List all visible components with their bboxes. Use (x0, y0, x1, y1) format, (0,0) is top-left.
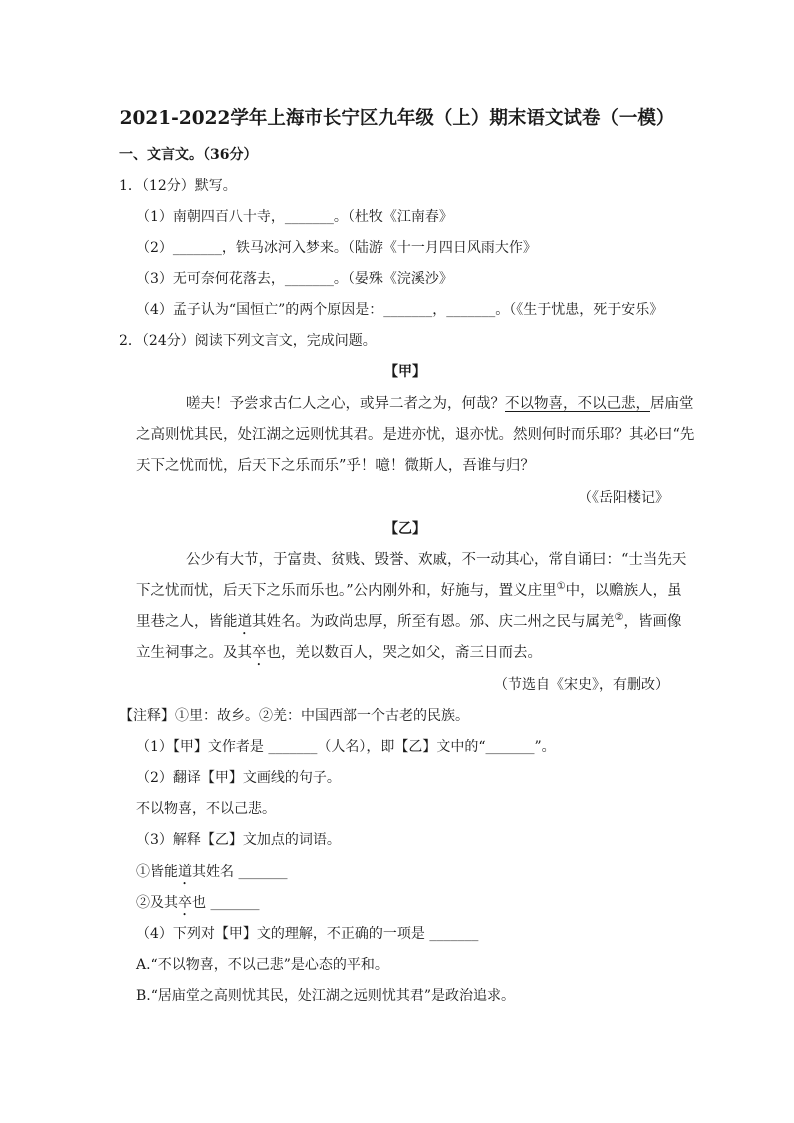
item-1-suffix: 其姓名 _______ (192, 864, 288, 880)
option-a: A.“不以物喜，不以己悲”是心态的平和。 (136, 957, 389, 973)
question-1-item-2: （2）_______，铁马冰河入梦来。（陆游《十一月四日风雨大作》 (136, 240, 537, 256)
passage-yi-line-2-tail: 中，以赡族人，虽 (565, 583, 682, 599)
passage-yi-line-4 (136, 643, 542, 669)
passage-jia-line-3: 天下之忧而忧，后天下之乐而乐”乎！噫！微斯人，吾谁与归？ (136, 458, 535, 474)
item-2-suffix: 也 _______ (192, 895, 260, 911)
section-heading: 一、文言文。（36分） (119, 147, 258, 163)
question-2-stem: 2．（24分）阅读下列文言文，完成问题。 (119, 333, 377, 349)
annotation-marker-1: ① (556, 581, 566, 592)
passage-yi-line-2-text: 下之忧而忧，后天下之乐而乐也。”公内刚外和，好施与，置义庄里 (136, 583, 557, 599)
dotted-word-zu: 卒 (252, 645, 267, 661)
passage-jia-line-1-text: 嗟夫！予尝求古仁人之心，或异二者之为，何哉？ (186, 396, 505, 412)
passage-yi-line-1: 公少有大节，于富贵、贫贱、毁誉、欢戚，不一动其心，常自诵曰：“士当先天 (186, 552, 687, 568)
passage-yi-line-3 (136, 612, 681, 638)
annotation-marker-2: ② (614, 612, 624, 623)
page-title: 2021-2022学年上海市长宁区九年级（上）期末语文试卷（一模） (119, 108, 675, 129)
sub-question-2: （2）翻译【甲】文画线的句子。 (136, 770, 341, 786)
annotation-notes: 【注释】①里：故乡。②羌：中国西部一个古老的民族。 (119, 708, 469, 724)
question-1-item-1: （1）南朝四百八十寺，_______。（杜牧《江南春》 (136, 209, 453, 225)
sub-question-4: （4）下列对【甲】文的理解，不正确的一项是 _______ (136, 926, 479, 942)
passage-yi-heading: 【乙】 (384, 521, 426, 537)
item-1-dotted-word: 道 (178, 864, 192, 880)
sub-question-1: （1）【甲】文作者是 _______（人名），即【乙】文中的“_______”。 (136, 739, 556, 755)
question-1-item-3: （3）无可奈何花落去，_______。（晏殊《浣溪沙》 (136, 271, 453, 287)
passage-jia-source: （《岳阳楼记》 (578, 490, 669, 506)
sub-question-3: （3）解释【乙】文加点的词语。 (136, 832, 341, 848)
passage-jia-line-1-tail: 居庙堂 (650, 396, 694, 412)
passage-jia-line-2: 之高则忧其民，处江湖之远则忧其君。是进亦忧，退亦忧。然则何时而乐耶？其必曰“先 (136, 427, 695, 443)
passage-jia-underlined-sentence: 不以物喜，不以己悲， (505, 396, 650, 412)
passage-jia-heading: 【甲】 (384, 364, 426, 380)
option-b: B.“居庙堂之高则忧其民，处江湖之远则忧其君”是政治追求。 (136, 988, 516, 1004)
passage-jia-line-1 (186, 394, 694, 414)
passage-yi-line-4-text: 立生祠事之。及其 (136, 645, 252, 661)
passage-yi-line-3-tail: ，皆画像 (623, 614, 682, 630)
passage-yi-line-2 (136, 581, 682, 601)
item-2-prefix: ②及其 (136, 895, 178, 911)
question-1-item-4: （4）孟子认为“国恒亡”的两个原因是：_______，_______。（《生于忧患，死于安乐》 (136, 302, 664, 318)
sub-question-2-sentence: 不以物喜，不以己悲。 (136, 801, 276, 817)
dotted-word-dao: 道 (237, 614, 252, 630)
question-1-stem: 1．（12分）默写。 (119, 178, 237, 194)
sub-question-3-item-1 (136, 862, 287, 888)
passage-yi-line-4-tail: 也，羌以数百人，哭之如父，斋三日而去。 (266, 645, 542, 661)
passage-yi-line-3-mid: 其姓名。为政尚忠厚，所至有恩。邠、庆二州之民与属羌 (252, 614, 615, 630)
passage-yi-line-3-text: 里巷之人，皆能 (136, 614, 238, 630)
item-2-dotted-word: 卒 (178, 895, 192, 911)
sub-question-3-item-2 (136, 893, 259, 919)
item-1-prefix: ①皆能 (136, 864, 178, 880)
passage-yi-source: （节选自《宋史》，有删改） (494, 677, 669, 693)
